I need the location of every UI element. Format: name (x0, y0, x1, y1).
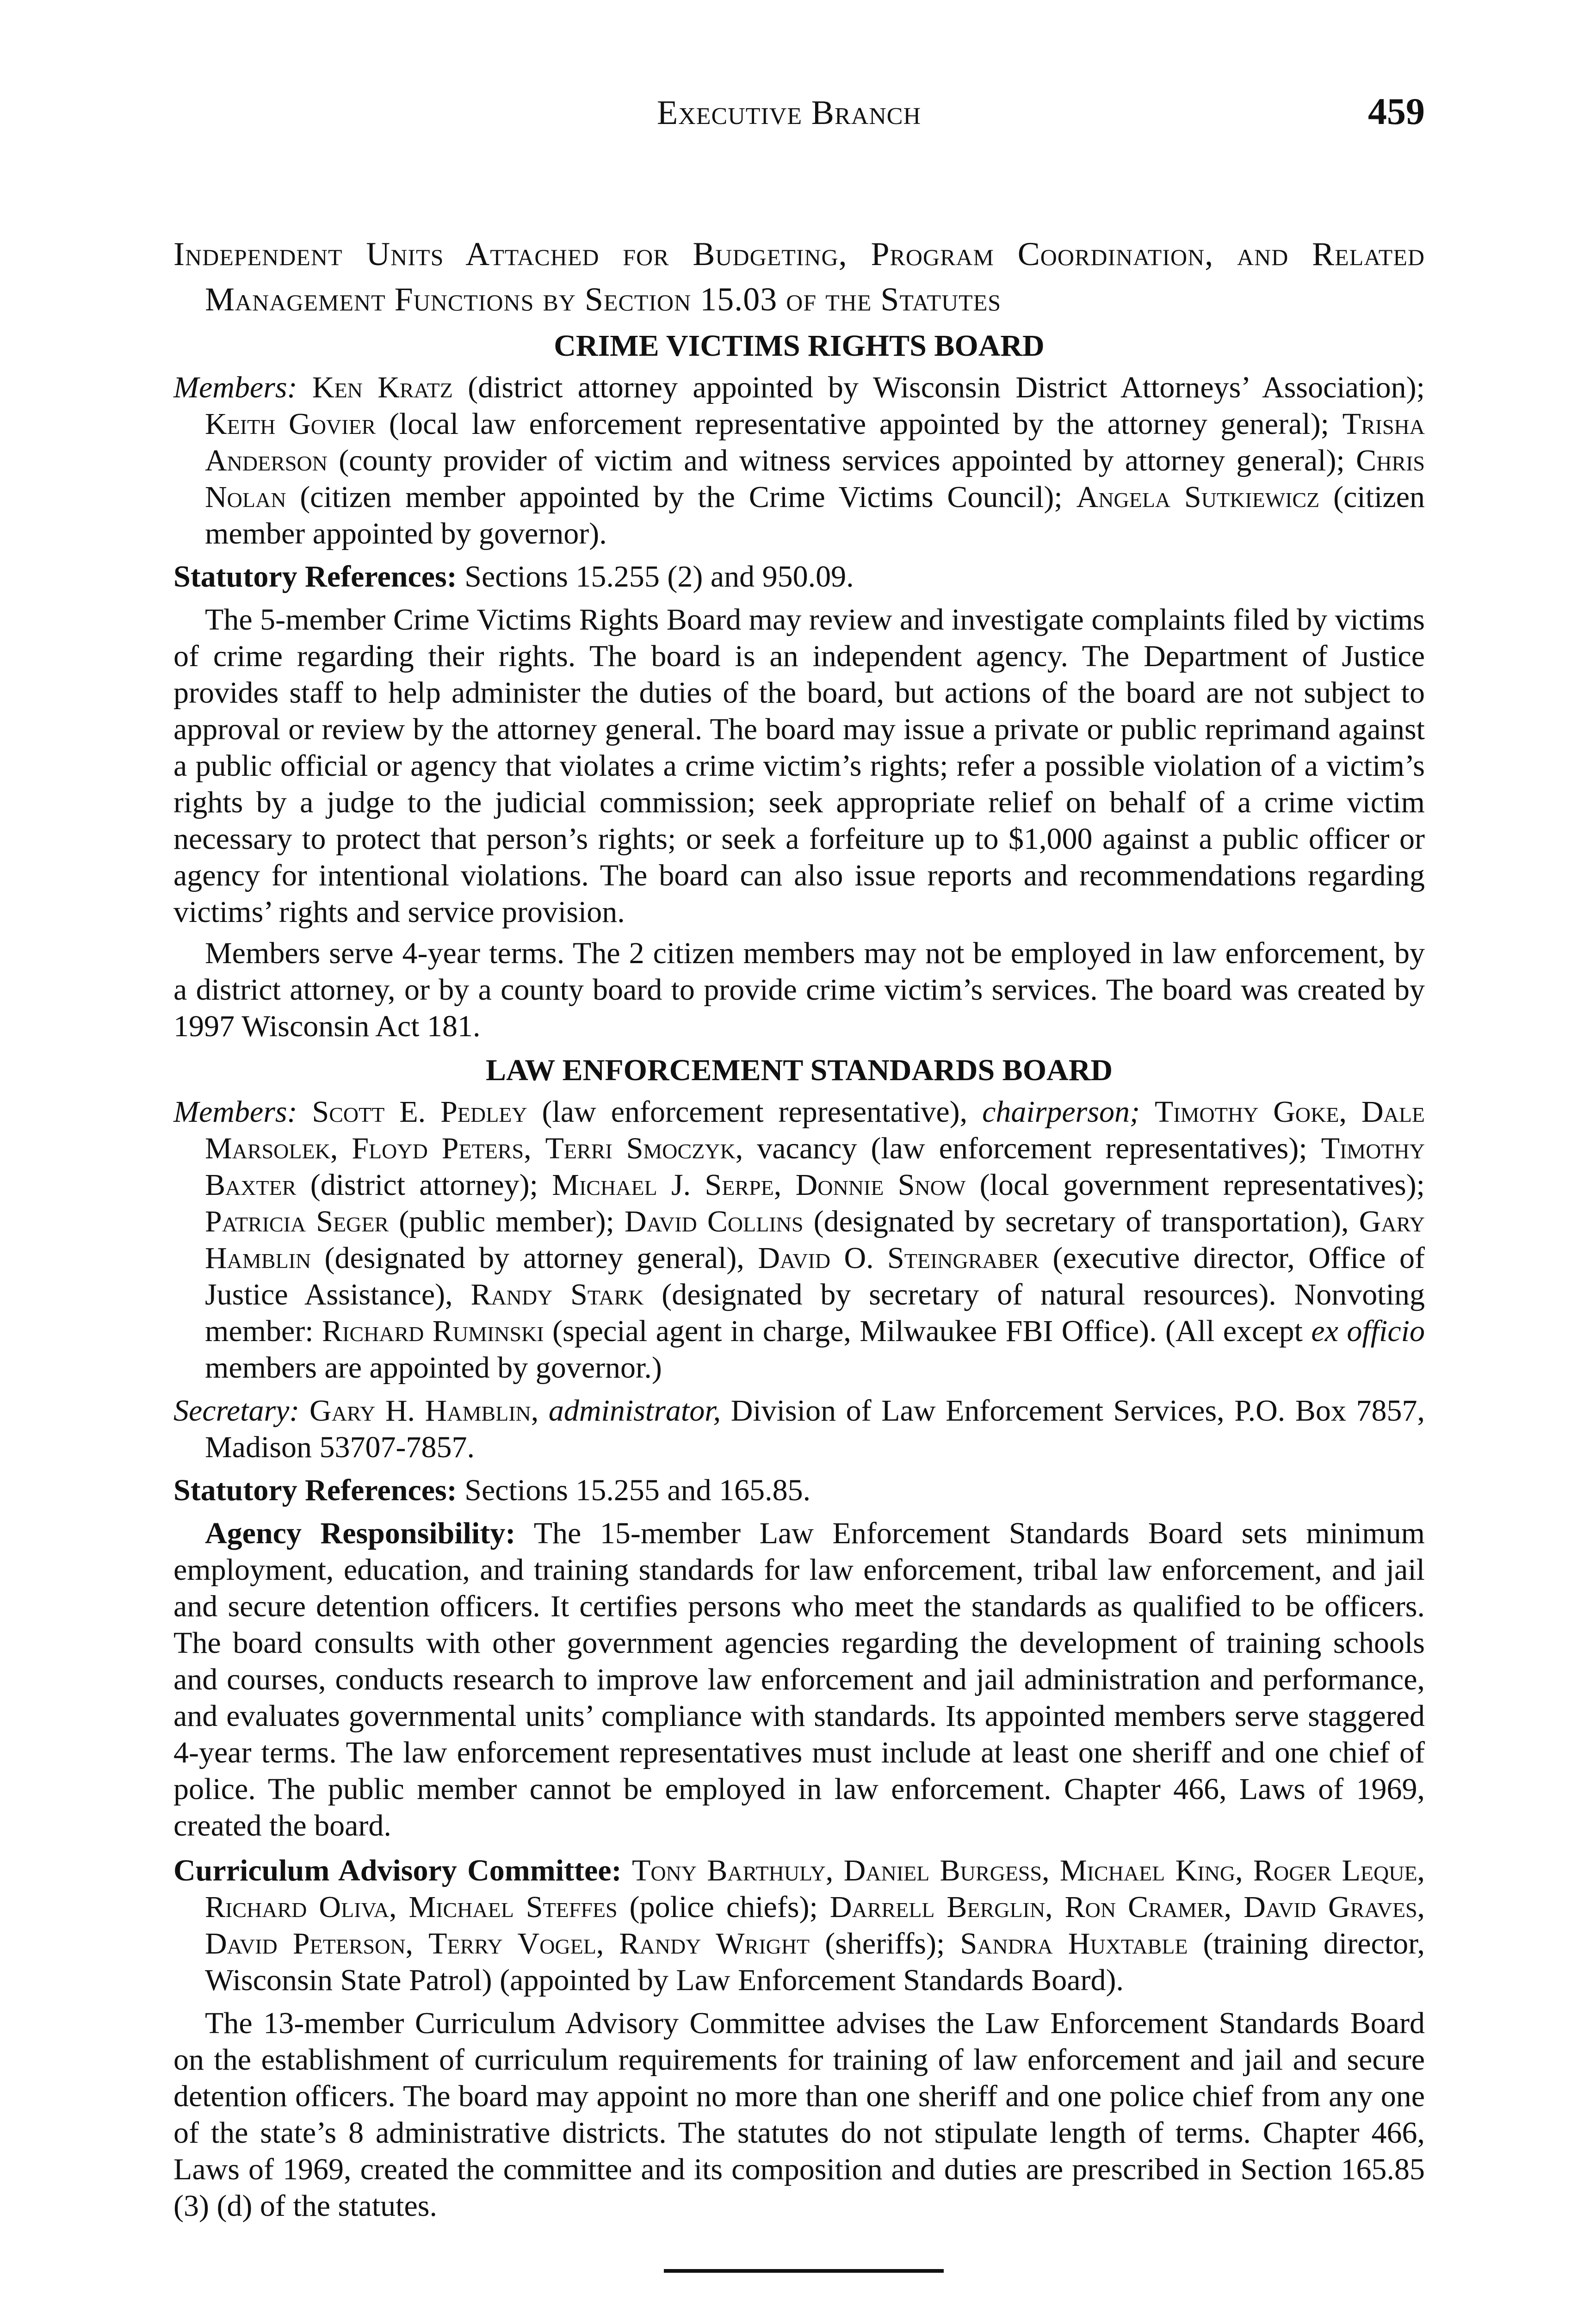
crime-victims-member-list (205, 371, 1425, 550)
member-name: Chris Nolan (205, 444, 1425, 514)
committee-label: Curriculum Advisory Committee: (173, 1854, 622, 1887)
member-description: , (1235, 1854, 1253, 1887)
crime-victims-paragraph: Members serve 4-year terms. The 2 citizen members may not be employed in law enforcement, by a district attorney, or by a county board to provide crime victim’s services. The board was created by 1997 Wisconsin Act 181. (173, 936, 1425, 1043)
member-description: (citizen member appointed by governor). (205, 480, 1425, 550)
member-name: Timothy Baxter (205, 1132, 1425, 1202)
curriculum-committee-paragraph: The 13-member Curriculum Advisory Committee advises the Law Enforcement Standards Board on the establishment of curriculum requirements for training of law enforcement and jail and secure detention officers. The board may appoint no more than one sheriff and one police chief from any one of the state’s 8 administrative districts. The statutes do not stipulate length of terms. Chapter 466, Laws of 1969, created the committee and its composition and duties are prescribed in Section 165.85 (3) (d) of the statutes. (173, 2006, 1425, 2223)
responsibility-label: Agency Responsibility: (205, 1516, 516, 1550)
member-name: Dale Marsolek (205, 1095, 1425, 1165)
crime-victims-paragraph: The 5-member Crime Victims Rights Board may review and investigate complaints filed by victims of crime regarding their rights. The board is an independent agency. The Department of Justice provides staff to help administer the duties of the board, but actions of the board are not subject to approval or review by the attorney general. The board may issue a private or public reprimand against a public official or agency that violates a crime victim’s rights; refer a possible violation of a victim’s rights by a judge to the judicial commission; seek appropriate relief on behalf of a crime victim necessary to protect that person’s rights; or seek a forfeiture up to $1,000 against a public officer or agency for intentional violations. The board can also issue reports and recommendations regarding victims’ rights and service provision. (173, 603, 1425, 929)
member-name: Scott E. Pedley (312, 1095, 527, 1129)
member-name: Donnie Snow (795, 1168, 966, 1202)
statutory-label: Statutory References: (173, 1473, 457, 1507)
member-name: David Peterson (205, 1927, 406, 1960)
member-description: (special agent in charge, Milwaukee FBI Office). (All except (544, 1314, 1311, 1348)
curriculum-committee-members (173, 1852, 1425, 1998)
member-description: , (596, 1927, 619, 1960)
member-description: , (825, 1854, 844, 1887)
member-name: David O. Steingraber (758, 1241, 1039, 1275)
member-name: Daniel Burgess (843, 1854, 1042, 1887)
secretary-role: administrator, (548, 1394, 721, 1428)
law-enforcement-statutory-references (173, 1472, 1425, 1509)
member-description: , (773, 1168, 796, 1202)
member-description: (designated by secretary of natural resources). Nonvoting member: (205, 1278, 1425, 1348)
member-description: (designated by attorney general), (311, 1241, 758, 1275)
member-description: (law enforcement representative), (527, 1095, 983, 1129)
member-description: , (1417, 1890, 1425, 1924)
member-name: Terry Vogel (428, 1927, 596, 1960)
member-name: Tony Barthuly (632, 1854, 826, 1887)
statutory-label: Statutory References: (173, 560, 457, 594)
running-header (0, 90, 1596, 144)
member-name: Gary Hamblin (205, 1205, 1425, 1275)
member-description: (district attorney appointed by Wisconsin District Attorneys’ Association); (452, 371, 1425, 404)
member-description: (citizen member appointed by the Crime Victims Council); (286, 480, 1076, 514)
section-heading: Independent Units Attached for Budgeting, Program Coordination, and Related Management Functions by Section 15.03 of the Statutes (173, 235, 1425, 318)
running-title: Executive Branch (657, 94, 922, 132)
members-label: Members: (173, 371, 297, 404)
responsibility-text: The 15-member Law Enforcement Standards Board sets minimum employment, education, and training standards for law enforcement, tribal law enforcement, and jail and secure detention officers. It certifies persons who meet the standards as qualified to be officers. The board consults with other government agencies regarding the development of training schools and courses, conducts research to improve law enforcement and jail administration and performance, and evaluates governmental units’ compliance with standards. Its appointed members serve staggered 4-year terms. The law enforcement representatives must include at least one sheriff and one chief of police. The public member cannot be employed in law enforcement. Chapter 466, Laws of 1969, created the board. (173, 1516, 1425, 1843)
member-name: Richard Oliva (205, 1890, 389, 1924)
member-description: , (389, 1890, 409, 1924)
end-rule (664, 2269, 944, 2273)
member-description: , (1045, 1890, 1065, 1924)
member-name: Sandra Huxtable (960, 1927, 1188, 1960)
member-name: Ken Kratz (312, 371, 453, 404)
member-description: , vacancy (law enforcement representatives); (735, 1132, 1321, 1165)
member-role-italic: chairperson; (982, 1095, 1140, 1129)
member-description: (district attorney); (296, 1168, 552, 1202)
member-name: Randy Stark (470, 1278, 644, 1311)
law-enforcement-members (173, 1094, 1425, 1386)
member-name: Roger Leque (1253, 1854, 1417, 1887)
secretary-name: Gary H. Hamblin (309, 1394, 531, 1428)
member-name: David Graves (1243, 1890, 1417, 1924)
page-content (173, 231, 1425, 2229)
member-role-italic: ex officio (1311, 1314, 1425, 1348)
member-name: Terri Smoczyk (545, 1132, 736, 1165)
member-name: Keith Govier (205, 407, 376, 441)
law-enforcement-member-list (205, 1095, 1425, 1385)
member-name: Angela Sutkiewicz (1076, 480, 1320, 514)
statutory-text: Sections 15.255 (2) and 950.09. (457, 560, 854, 594)
member-description: , (405, 1927, 429, 1960)
member-name: Trisha Anderson (205, 407, 1425, 477)
member-description: (designated by secretary of transportation), (803, 1205, 1359, 1238)
secretary-entry: Secretary: Gary H. Hamblin, administrator, Division of Law Enforcement Services, P.O. Box 7857, Madison 53707-7857. (173, 1394, 1425, 1464)
member-description: members are appointed by governor.) (205, 1351, 662, 1385)
member-description: , (1417, 1854, 1425, 1887)
member-description: , (330, 1132, 352, 1165)
member-name: Michael King (1059, 1854, 1236, 1887)
statutory-text: Sections 15.255 and 165.85. (457, 1473, 811, 1507)
member-description: , (1224, 1890, 1244, 1924)
member-name: Darrell Berglin (829, 1890, 1045, 1924)
member-description: (public member); (389, 1205, 625, 1238)
member-description: , (1042, 1854, 1060, 1887)
member-description: (sheriffs); (810, 1927, 960, 1960)
member-name: Patricia Seger (205, 1205, 389, 1238)
member-description: (local law enforcement representative appointed by the attorney general); (376, 407, 1342, 441)
member-name: David Collins (625, 1205, 804, 1238)
member-name: Ron Cramer (1064, 1890, 1224, 1924)
member-description (622, 1854, 632, 1887)
member-name: Timothy Goke (1155, 1095, 1339, 1129)
secretary-address: Division of Law Enforcement Services, P.O. Box 7857, Madison 53707-7857. (205, 1394, 1425, 1464)
member-description (1140, 1095, 1155, 1129)
page-number: 459 (1368, 90, 1425, 132)
crime-victims-board-title: CRIME VICTIMS RIGHTS BOARD (554, 329, 1045, 363)
member-description: , (1339, 1095, 1361, 1129)
agency-responsibility (173, 1515, 1425, 1844)
member-description: (county provider of victim and witness services appointed by attorney general); (327, 444, 1356, 477)
members-label: Members: (173, 1095, 297, 1129)
member-name: Richard Ruminski (322, 1314, 544, 1348)
member-name: Floyd Peters (352, 1132, 524, 1165)
crime-victims-statutory-references (173, 558, 1425, 595)
member-description: (training director, Wisconsin State Patrol) (appointed by Law Enforcement Standards Board). (205, 1927, 1425, 1997)
secretary-label: Secretary: (173, 1394, 300, 1428)
member-description: , (524, 1132, 545, 1165)
member-description: (local government representatives); (965, 1168, 1425, 1202)
law-enforcement-board-title: LAW ENFORCEMENT STANDARDS BOARD (485, 1053, 1113, 1087)
member-description: (police chiefs); (617, 1890, 830, 1924)
crime-victims-members (173, 369, 1425, 552)
member-name: Michael Steffes (408, 1890, 618, 1924)
member-name: Michael J. Serpe (552, 1168, 774, 1202)
member-description: (executive director, Office of Justice Assistance), (205, 1241, 1425, 1311)
member-name: Randy Wright (619, 1927, 810, 1960)
